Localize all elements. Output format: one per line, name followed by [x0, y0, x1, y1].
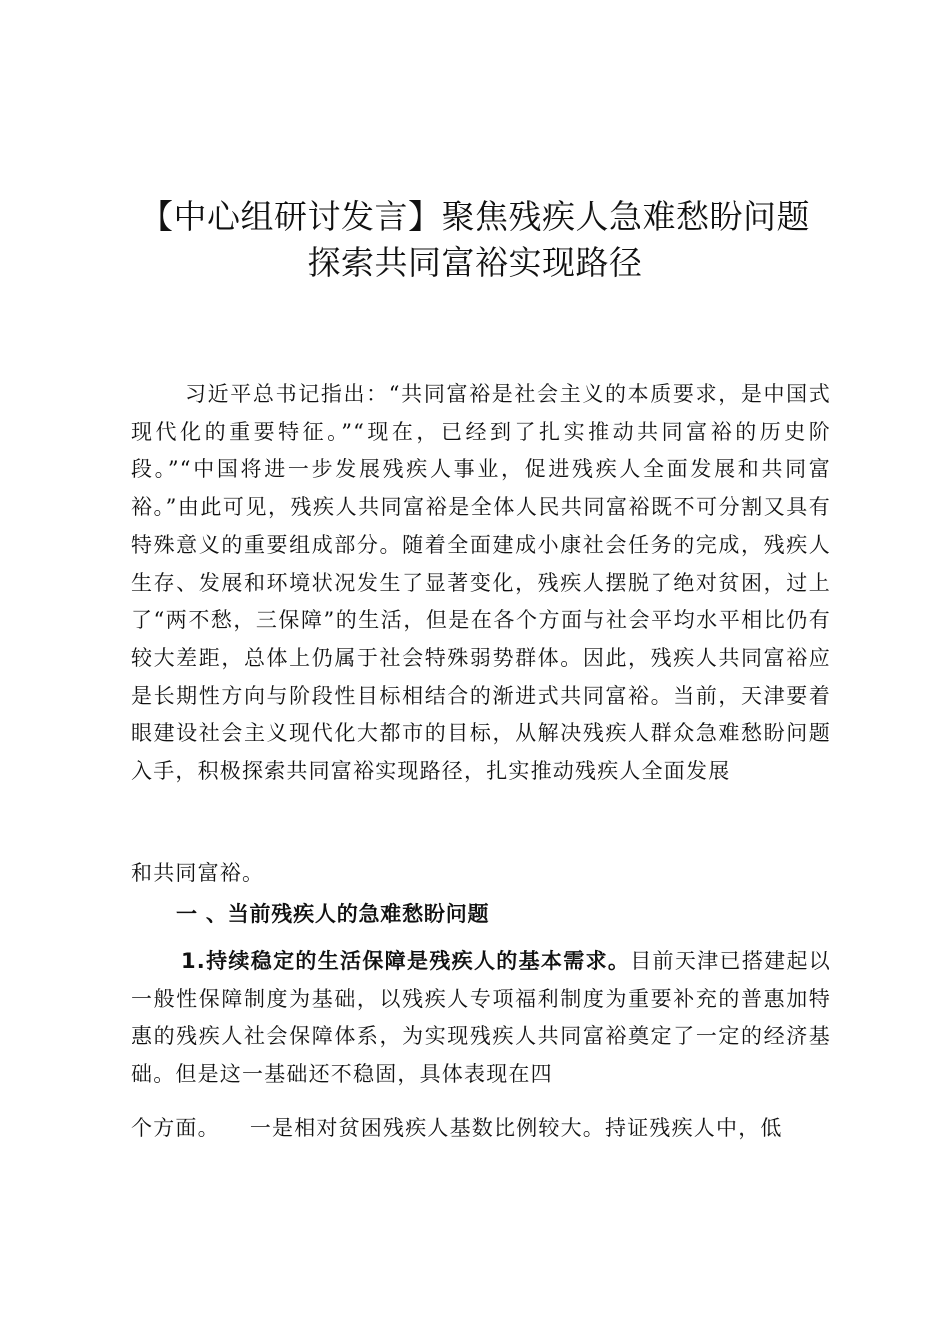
section-1-tail-a: 个方面。 [131, 1116, 220, 1140]
title-line-1: 【中心组研讨发言】聚焦残疾人急难愁盼问题 [140, 197, 810, 237]
section-1-paragraph-text: 目前天津已搭建起以一般性保障制度为基础，以残疾人专项福利制度为重要补充的普惠加特惠的残疾人社会保障体系，为实现残疾人共同富裕奠定了一定的经济基础。但是这一基础还不稳固，具体表现在四 [131, 949, 831, 1087]
section-1-paragraph-tail [131, 1110, 831, 1148]
document-title [120, 194, 830, 286]
intro-paragraph: 习近平总书记指出：“共同富裕是社会主义的本质要求，是中国式现代化的重要特征。”“现在，已经到了扎实推动共同富裕的历史阶段。”“中国将进一步发展残疾人事业，促进残疾人全面发展和共同富裕。”由此可见，残疾人共同富裕是全体人民共同富裕既不可分割又具有特殊意义的重要组成部分。随着全面建成小康社会任务的完成，残疾人生存、发展和环境状况发生了显著变化，残疾人摆脱了绝对贫困，过上了“两不愁，三保障”的生活，但是在各个方面与社会平均水平相比仍有较大差距，总体上仍属于社会特殊弱势群体。因此，残疾人共同富裕应是长期性方向与阶段性目标相结合的渐进式共同富裕。当前，天津要着眼建设社会主义现代化大都市的目标，从解决残疾人群众急难愁盼问题入手，积极探索共同富裕实现路径，扎实推动残疾人全面发展 [131, 382, 831, 784]
section-heading-1: 一 、当前残疾人的急难愁盼问题 [176, 902, 490, 926]
section-1-lead-sentence: 1.持续稳定的生活保障是残疾人的基本需求。 [181, 949, 631, 973]
title-line-2: 探索共同富裕实现路径 [307, 243, 643, 283]
intro-paragraph-tail: 和共同富裕。 [131, 861, 265, 885]
section-1-tail-b: 一是相对贫困残疾人基数比例较大。持证残疾人中，低 [249, 1116, 783, 1140]
section-1-paragraph [131, 943, 831, 1094]
